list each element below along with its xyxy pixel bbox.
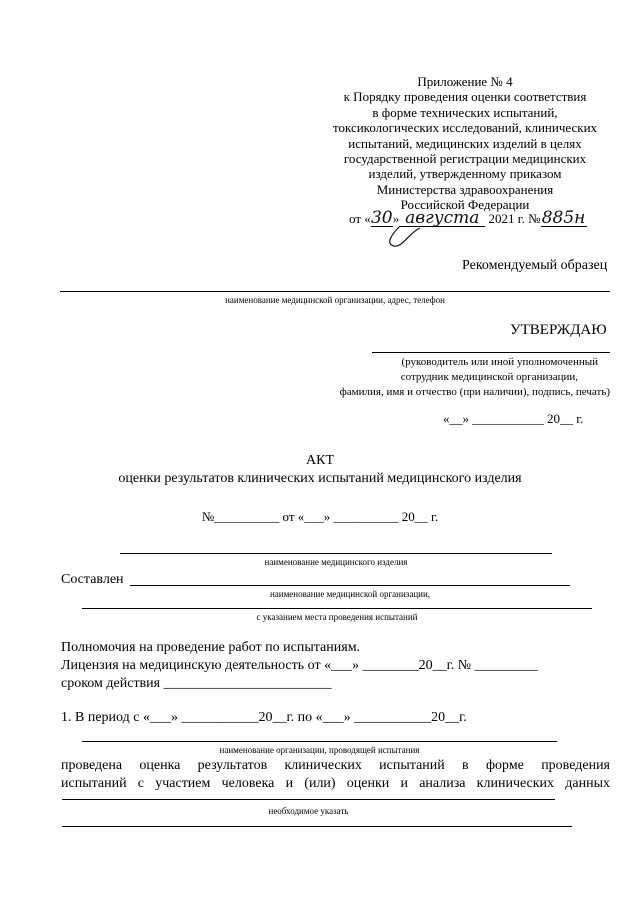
appendix-line: изделий, утвержденному приказом: [368, 166, 562, 182]
powers-line1: Полномочия на проведение работ по испытаниям.: [61, 640, 361, 655]
place-line: [82, 608, 592, 609]
composed-line: [130, 585, 570, 586]
approve-signature-line: [372, 352, 610, 353]
device-line: [120, 553, 552, 554]
approve-caption-line: фамилия, имя и отчество (при наличии), подпись, печать): [339, 386, 610, 398]
approve-date: «__» ___________ 20__ г.: [443, 411, 584, 426]
appendix-line: Российской Федерации: [400, 197, 530, 213]
composed-label: Составлен: [61, 572, 124, 587]
act-number-line: №__________ от «___» __________ 20__ г.: [201, 509, 439, 524]
period-org-line: [82, 741, 557, 742]
order-mid: »: [392, 211, 400, 226]
bottom-line: [62, 826, 572, 827]
period-line: 1. В период с «___» ___________20__г. по «___» ___________20__г.: [61, 710, 467, 725]
approve-caption-line: сотрудник медицинской организации,: [400, 371, 578, 383]
specify-caption: необходимое указать: [268, 806, 349, 816]
specify-line: [62, 799, 555, 800]
body-line2: испытаний с участием человека и (или) оценки и анализа клинических данных: [61, 776, 610, 791]
order-day: 30: [370, 208, 393, 228]
body-line1: проведена оценка результатов клинических испытаний в форме проведения: [61, 758, 610, 773]
act-subtitle: оценки результатов клинических испытаний медицинского изделия: [118, 471, 522, 486]
composed-caption: наименование медицинской организации,: [269, 589, 431, 599]
order-number: 885н: [541, 208, 586, 228]
appendix-line: Министерства здравоохранения: [376, 181, 554, 197]
appendix-line: в форме технических испытаний,: [372, 104, 558, 120]
appendix-header: [320, 74, 610, 213]
powers-line3: сроком действия ________________________: [61, 676, 332, 691]
org-caption: наименование медицинской организации, адрес, телефон: [225, 295, 445, 305]
appendix-line: к Порядку проведения оценки соответствия: [343, 89, 587, 105]
appendix-line: Приложение № 4: [417, 74, 513, 89]
approve-title: УТВЕРЖДАЮ: [510, 322, 607, 338]
device-caption: наименование медицинского изделия: [264, 557, 408, 567]
appendix-line: испытаний, медицинских изделий в целях: [348, 135, 582, 151]
order-prefix: от «: [349, 211, 371, 226]
order-year: 2021 г. №: [488, 211, 541, 226]
place-caption: с указанием места проведения испытаний: [256, 612, 418, 622]
appendix-line: государственной регистрации медицинских: [343, 151, 587, 167]
period-caption: наименование организации, проводящей испытания: [219, 745, 420, 755]
powers-line2: Лицензия на медицинскую деятельность от «___» ________20__г. № _________: [61, 658, 538, 673]
recommended-label: Рекомендуемый образец: [462, 258, 608, 273]
act-title: АКТ: [306, 453, 334, 468]
order-month: августа: [399, 210, 485, 227]
signature-flourish-icon: [380, 222, 490, 250]
appendix-line: токсикологических исследований, клинических: [332, 120, 598, 136]
approve-caption: [300, 355, 610, 400]
org-line: [60, 291, 610, 292]
approve-caption-line: (руководитель или иной уполномоченный: [401, 356, 598, 368]
